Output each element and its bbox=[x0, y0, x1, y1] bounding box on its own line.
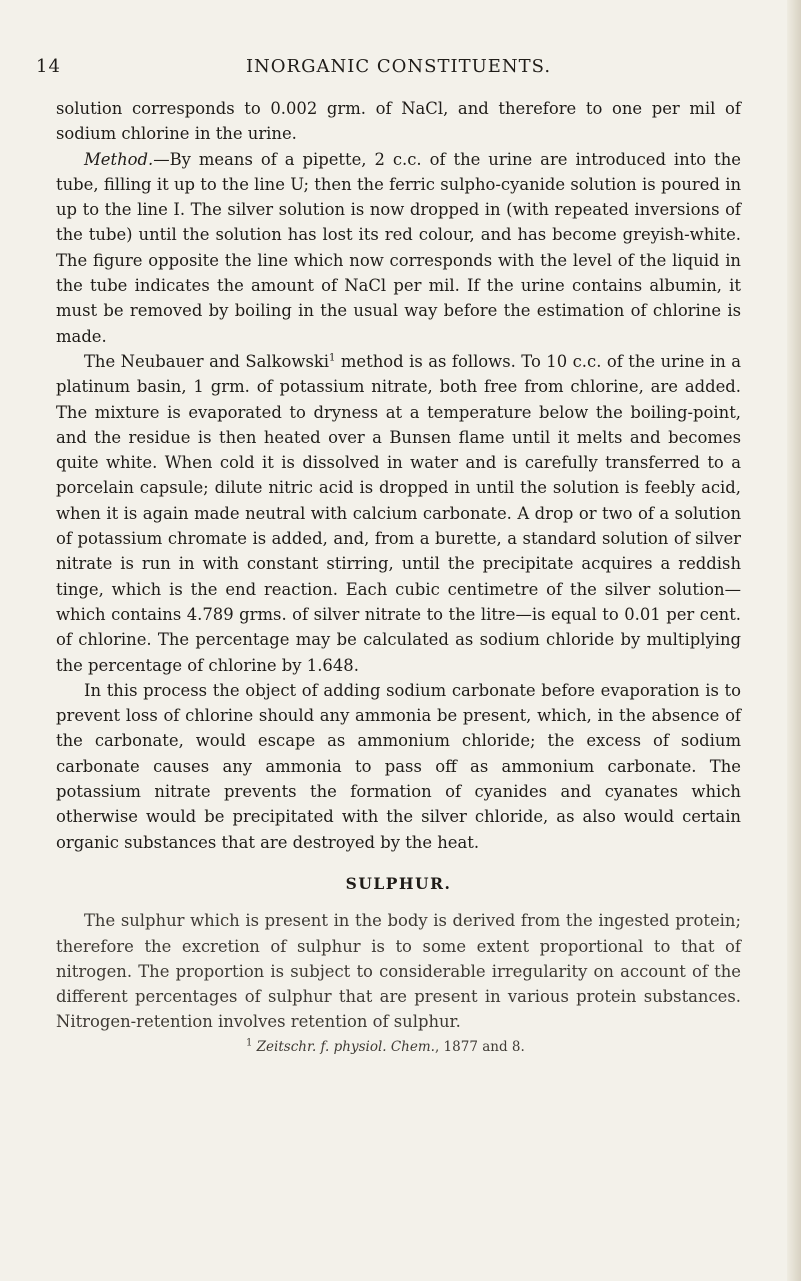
page-edge-shadow bbox=[787, 0, 801, 1281]
page-number: 14 bbox=[36, 56, 61, 77]
footnote-source: Zeitschr. f. physiol. Chem. bbox=[256, 1038, 435, 1055]
section-heading-sulphur: SULPHUR. bbox=[345, 873, 452, 893]
running-title: INORGANIC CONSTITUENTS. bbox=[245, 56, 552, 77]
footnote-marker: 1 bbox=[246, 1037, 253, 1049]
paragraph-1: solution corresponds to 0.002 grm. of NaCl, and therefore to one per mil of sodium chlorine in the urine. bbox=[56, 99, 741, 144]
paragraph-process: In this process the object of adding sodium carbonate before evaporation is to prevent loss of chlorine should any ammonia be present, which, in the absence of the carbonate, would escape as ammonium chloride; the excess of sodium carbonate causes any ammonia to pass off as ammonium carbonate. The potassium nitrate prevents the formation of cyanides and cyanates which otherwise would be precipitated with the silver chloride, as also would certain organic substances that are destroyed by the heat. bbox=[56, 680, 741, 852]
paragraph-neubauer bbox=[56, 349, 741, 678]
neubauer-rest: method is as follows. To 10 c.c. of the urine in a platinum basin, 1 grm. of potassium nitrate, both free from chlorine, are added. The mixture is evaporated to dryness at a temperature below the boiling-point, and the residue is then heated over a Bunsen flame until it melts and becomes quite white. When cold it is dissolved in water and is carefully transferred to a porcelain capsule; dilute nitric acid is dropped in until the solution is feebly acid, when it is again made neutral with calcium carbonate. A drop or two of a solution of potassium chromate is added, and, from a burette, a standard solution of silver nitrate is run in with constant stirring, until the precipitate acquires a reddish tinge, which is the end reaction. Each cubic centimetre of the silver solution— which contains 4.789 grms. of silver nitrate to the litre—is equal to 0.01 per cent. of chlorine. The percentage may be calculated as sodium chloride by multiplying the percentage of chlorine by 1.648. bbox=[56, 351, 741, 675]
method-label: Method. bbox=[84, 149, 154, 169]
running-header bbox=[36, 54, 741, 82]
footnote-detail: , 1877 and 8. bbox=[434, 1038, 525, 1055]
book-page bbox=[36, 54, 741, 1057]
neubauer-start: The Neubauer and Salkowski bbox=[84, 351, 330, 371]
paragraph-sulphur: The sulphur which is present in the body is derived from the ingested protein; therefore the excretion of sulphur is to some extent proportional to that of nitrogen. The proportion is subject to considerable irregularity on account of the different percentages of sulphur that are present in various protein substances. Nitrogen-retention involves retention of sulphur. bbox=[56, 911, 741, 1032]
footnote bbox=[56, 1037, 741, 1057]
paragraph-method bbox=[56, 147, 741, 349]
footnote-ref: 1 bbox=[329, 352, 336, 364]
method-text: —By means of a pipette, 2 c.c. of the urine are introduced into the tube, filling it up to the line U; then the ferric sulpho-cyanide solution is poured in up to the line I. The silver solution is now dropped in (with repeated inversions of the tube) until the solution has lost its red colour, and has become greyish-white. The figure opposite the line which now corresponds with the level of the liquid in the tube indicates the amount of NaCl per mil. If the urine contains albumin, it must be removed by boiling in the usual way before the estimation of chlorine is made. bbox=[56, 149, 741, 346]
